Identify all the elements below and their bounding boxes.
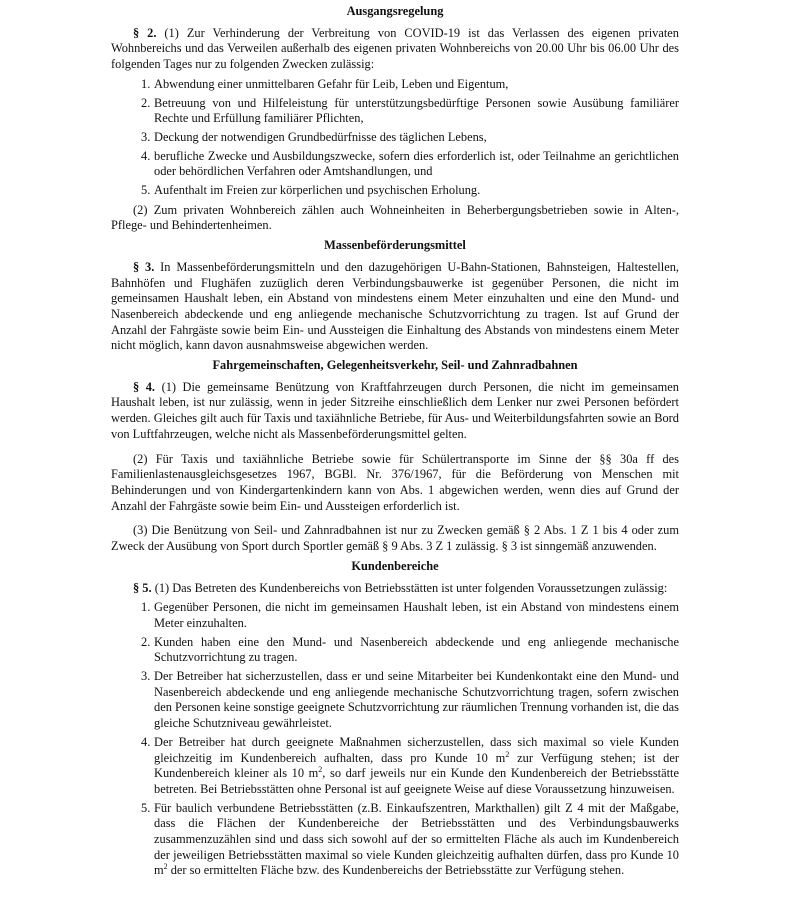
item-text: Betreuung von und Hilfeleistung für unterstützungsbedürftige Personen sowie Ausübung familiärer Rechte und Erfüllung familiärer Pflichten, xyxy=(154,95,679,126)
item-number: 2. xyxy=(141,95,151,110)
paragraph-5-1 xyxy=(111,581,679,597)
item-text: Der Betreiber hat sicherzustellen, dass er und seine Mitarbeiter bei Kundenkontakt eine den Mund- und Nasenbereich abdeckende und eng anliegende mechanische Schutzvorrichtung tragen, sofern zwischen den Personen keine sonstige geeignete Schutzvorrichtung zur räumlichen Trennung vorhanden ist, die das gleiche Schutzniveau gewährleistet. xyxy=(154,669,679,731)
paragraph-number: § 5. xyxy=(133,580,152,595)
list-item xyxy=(111,600,679,631)
item-number: 2. xyxy=(141,634,151,649)
paragraph-text: (1) Das Betreten des Kundenbereichs von Betriebsstätten ist unter folgenden Voraussetzungen zulässig: xyxy=(151,580,668,595)
purpose-list xyxy=(111,77,679,199)
item-text: Gegenüber Personen, die nicht im gemeinsamen Haushalt leben, ist ein Abstand von mindestens einem Meter einzuhalten. xyxy=(154,600,679,630)
paragraph-3 xyxy=(111,260,679,354)
paragraph-text: (1) Die gemeinsame Benützung von Kraftfahrzeugen durch Personen, die nicht im gemeinsamen Haushalt leben, ist nur zulässig, wenn in jeder Sitzreihe einschließlich dem Lenker nur zwei Personen befördert werden. Gleiches gilt auch für Taxis und taxiähnliche Betriebe, für Aus- und Weiterbildungsfahrten sowie an Bord von Luftfahrzeugen, welche nicht als Massenbeförderungsmittel gelten. xyxy=(111,379,679,441)
item-number: 1. xyxy=(141,76,151,91)
paragraph-number: § 3. xyxy=(133,259,155,274)
list-item xyxy=(111,183,679,199)
paragraph-4-3: (3) Die Benützung von Seil- und Zahnradbahnen ist nur zu Zwecken gemäß § 2 Abs. 1 Z 1 bis 4 oder zum Zweck der Ausübung von Sport durch Sportler gemäß § 9 Abs. 3 Z 1 zulässig. § 3 ist sinngemäß anzuwenden. xyxy=(111,523,679,554)
paragraph-4-2: (2) Für Taxis und taxiähnliche Betriebe sowie für Schülertransporte im Sinne der §§ 30a ff des Familienlastenausgleichsgesetzes 1967, BGBl. Nr. 376/1967, für die Beförderung von Menschen mit Behinderungen und von Kindergartenkindern kann von Abs. 1 abgewichen werden, wenn dies auf Grund der Anzahl der Fahrgäste sowie beim Ein- und Aussteigen erforderlich ist. xyxy=(111,451,679,513)
list-item xyxy=(111,669,679,732)
paragraph-2-2: (2) Zum privaten Wohnbereich zählen auch Wohneinheiten in Beherbergungsbetrieben sowie in Alten-, Pflege- und Behindertenheimen. xyxy=(111,202,679,233)
item-number: 5. xyxy=(141,800,151,815)
requirement-list xyxy=(111,600,679,879)
section-heading-ausgangsregelung: Ausgangsregelung xyxy=(346,4,444,18)
item-number: 3. xyxy=(141,129,151,144)
list-item xyxy=(111,77,679,93)
item-text: berufliche Zwecke und Ausbildungszwecke, sofern dies erforderlich ist, oder Teilnahme an gerichtlichen oder behördlichen Verfahren oder Amtshandlungen, und xyxy=(154,148,679,179)
list-item xyxy=(111,801,679,880)
list-item xyxy=(111,96,679,127)
item-text: Für baulich verbundene Betriebsstätten (z.B. Einkaufszentren, Markthallen) gilt Z 4 mit der Maßgabe, dass die Flächen der Kundenbereiche der Betriebsstätten und des Verbindungsbauwerks zusammenzuzählen sind und dass sich sowohl auf der so ermittelten Fläche als auch im Kundenbereich der jeweiligen Betriebsstätten maximal so viele Kunden gleichzeitig aufhalten dürfen, dass pro Kunde 10 $m^2$ der so ermittelten Fläche bzw. des Kundenbereichs der Betriebsstätte zur Verfügung stehen. xyxy=(154,800,679,878)
document-page xyxy=(111,4,679,883)
paragraph-text: (1) Zur Verhinderung der Verbreitung von COVID-19 ist das Verlassen des eigenen privaten Wohnbereichs und das Verweilen außerhalb des eigenen privaten Wohnbereichs von 20.00 Uhr bis 06.00 Uhr des folgenden Tages nur zu folgenden Zwecken zulässig: xyxy=(111,25,679,72)
item-text: Kunden haben eine den Mund- und Nasenbereich abdeckende und eng anliegende mechanische Schutzvorrichtung zu tragen. xyxy=(154,634,679,665)
item-text: Aufenthalt im Freien zur körperlichen und psychischen Erholung. xyxy=(154,183,481,198)
item-number: 1. xyxy=(141,600,151,615)
item-number: 4. xyxy=(141,734,151,749)
section-heading-massenbefoerderungsmittel: Massenbeförderungsmittel xyxy=(324,238,466,253)
paragraph-2-1 xyxy=(111,26,679,73)
item-text: Deckung der notwendigen Grundbedürfnisse des täglichen Lebens, xyxy=(154,129,487,144)
section-heading-fahrgemeinschaften: Fahrgemeinschaften, Gelegenheitsverkehr, Seil- und Zahnradbahnen xyxy=(212,358,578,373)
section-heading-kundenbereiche: Kundenbereiche xyxy=(351,558,439,573)
list-item xyxy=(111,130,679,146)
item-number: 4. xyxy=(141,148,151,163)
item-number: 3. xyxy=(141,669,151,684)
list-item xyxy=(111,735,679,798)
item-number: 5. xyxy=(141,183,151,198)
paragraph-number: § 2. xyxy=(133,25,157,40)
item-text: Abwendung einer unmittelbaren Gefahr für Leib, Leben und Eigentum, xyxy=(154,76,509,91)
paragraph-4-1 xyxy=(111,380,679,443)
paragraph-number: § 4. xyxy=(133,379,156,394)
item-text: Der Betreiber hat durch geeignete Maßnahmen sicherzustellen, dass sich maximal so viele Kunden gleichzeitig im Kundenbereich aufhalten, dass pro Kunde 10 $m^2$ zur Verfügung stehen; ist der Kundenbereich kleiner als 10 $m^2$, so darf jeweils nur ein Kunde den Kundenbereich der Betriebsstätte betreten. Bei Betriebsstätten ohne Personal ist auf geeignete Weise auf diese Voraussetzung hinzuweisen. xyxy=(154,734,679,796)
list-item xyxy=(111,635,679,666)
list-item xyxy=(111,149,679,180)
paragraph-text: In Massenbeförderungsmitteln und den dazugehörigen U-Bahn-Stationen, Bahnsteigen, Haltestellen, Bahnhöfen und Flughäfen zuzüglich deren Verbindungsbauwerke ist gegenüber Personen, die nicht im gemeinsamen Haushalt leben, ein Abstand von mindestens einem Meter einzuhalten und eine den Mund- und Nasenbereich abdeckende und eng anliegende mechanische Schutzvorrichtung zu tragen. Ist auf Grund der Anzahl der Fahrgäste sowie beim Ein- und Aussteigen die Einhaltung des Abstands von mindestens einem Meter nicht möglich, kann davon ausnahmsweise abgewichen werden. xyxy=(111,259,679,353)
